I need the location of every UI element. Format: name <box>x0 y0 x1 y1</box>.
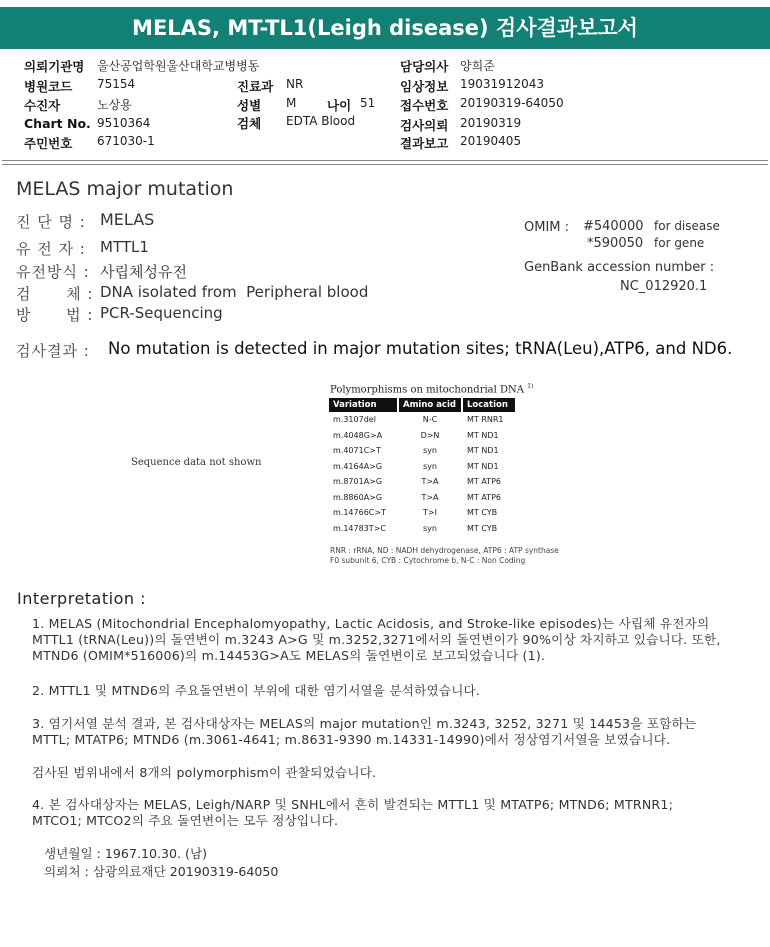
interpretation-paragraph-3: 3. 염기서열 분석 결과, 본 검사대상자는 MELAS의 major mutation인 m.3243, 3252, 3271 및 14453을 포함하는 MTTL; MTATP6; MTND6 (m.3061-4641; m.8631-9390 m.14331-14990)에서 정상염기서열을 보였습니다. <box>32 716 697 747</box>
table-row <box>329 474 515 490</box>
table-row <box>329 443 515 459</box>
specimen-field-label: 검 체 : <box>16 285 94 303</box>
chart-value: 9510364 <box>97 116 151 130</box>
divider <box>2 160 768 161</box>
request-value: 20190319 <box>460 116 522 130</box>
institution-value: 울산공업학원울산대학교병병동 <box>97 59 260 73</box>
section-title: MELAS major mutation <box>16 178 234 200</box>
omim-gene-for: for gene <box>654 236 705 250</box>
omim-disease-number: #540000 <box>583 219 644 234</box>
table-cell: syn <box>423 523 437 533</box>
age-label: 나이 <box>327 98 352 113</box>
column-header: Variation <box>329 398 397 412</box>
doctor-value: 양희준 <box>460 59 495 73</box>
column-header: Location <box>463 398 515 412</box>
table-cell: N-C <box>422 415 438 425</box>
birth-date: 생년월일 : 1967.10.30. (남) <box>44 846 208 861</box>
interpretation-heading: Interpretation : <box>17 589 146 608</box>
sex-label: 성별 <box>237 98 262 113</box>
divider <box>2 164 768 165</box>
institution-label: 의뢰기관명 <box>24 59 85 74</box>
table-cell: T>A <box>421 492 439 502</box>
id-label: 주민번호 <box>24 136 73 151</box>
table-cell: m.8860A>G <box>333 492 383 502</box>
table-cell: m.8701A>G <box>333 477 383 487</box>
interpretation-paragraph-4: 4. 본 검사대상자는 MELAS, Leigh/NARP 및 SNHL에서 흔히 발견되는 MTTL1 및 MTATP6; MTND6; MTRNR1; MTCO1; MTCO2의 주요 돌연변이는 모두 정상입니다. <box>32 797 674 828</box>
patient-label: 수진자 <box>24 98 61 113</box>
genbank-value: NC_012920.1 <box>620 279 708 294</box>
polymorphism-table <box>327 398 517 536</box>
polymorphism-note: RNR : rRNA, ND : NADH dehydrogenase, ATP6 : ATP synthase F0 subunit 6, CYB : Cytochrome b, N-C : Non Coding <box>330 546 559 565</box>
table-row <box>329 505 515 521</box>
interpretation-paragraph-1: 1. MELAS (Mitochondrial Encephalomyopathy, Lactic Acidosis, and Stroke-like episodes)는 사립체 유전자의 MTTL1 (tRNA(Leu))의 돌연변이 m.3243 A>G 및 m.3252,3271에서의 돌연변이가 90%이상 차지하고 있습니다. 또한, MTND6 (OMIM*516006)의 m.14453G>A도 MELAS의 돌연변이로 보고되었습니다 (1). <box>32 616 721 663</box>
omim-label: OMIM : <box>524 220 570 235</box>
diagnosis-value: MELAS <box>100 210 155 229</box>
table-cell: T>I <box>423 508 437 518</box>
omim-gene-number: *590050 <box>587 236 644 251</box>
id-value: 671030-1 <box>97 134 155 148</box>
report-header <box>0 54 770 152</box>
table-row <box>329 459 515 475</box>
table-row <box>329 428 515 444</box>
table-cell: m.14783T>C <box>333 523 386 533</box>
table-row <box>329 412 515 428</box>
table-cell: m.4071C>T <box>333 446 381 456</box>
age-value: 51 <box>360 96 376 110</box>
doctor-label: 담당의사 <box>400 59 449 74</box>
gene-label: 유 전 자 : <box>16 240 86 258</box>
diagnosis-label: 진 단 명 : <box>16 213 86 231</box>
specimen-value: EDTA Blood <box>286 114 356 128</box>
hospital-code-value: 75154 <box>97 77 136 91</box>
receipt-value: 20190319-64050 <box>460 96 564 110</box>
table-cell: MT ATP6 <box>467 477 501 487</box>
interpretation-paragraph-2: 2. MTTL1 및 MTND6의 주요돌연변이 부위에 대한 염기서열을 분석하였습니다. <box>32 683 481 698</box>
report-title: MELAS, MT-TL1(Leigh disease) 검사결과보고서 <box>0 7 770 49</box>
table-cell: MT CYB <box>467 508 498 518</box>
table-cell: m.14766C>T <box>333 508 386 518</box>
specimen-label: 검체 <box>237 116 262 131</box>
referral: 의뢰처 : 삼광의료재단 20190319-64050 <box>44 864 279 879</box>
hospital-code-label: 병원코드 <box>24 79 73 94</box>
method-label: 방 법 : <box>16 306 94 324</box>
specimen-field-value: DNA isolated from Peripheral blood <box>100 283 369 301</box>
report-date-value: 20190405 <box>460 134 522 148</box>
table-cell: syn <box>423 446 437 456</box>
request-label: 검사의뢰 <box>400 118 449 133</box>
table-cell: MT RNR1 <box>467 415 504 425</box>
table-cell: m.4048G>A <box>333 430 383 440</box>
dept-value: NR <box>286 77 304 91</box>
sequence-note: Sequence data not shown <box>131 457 262 468</box>
report-date-label: 결과보고 <box>400 136 449 151</box>
inheritance-label: 유전방식 : <box>16 263 90 281</box>
table-cell: MT ND1 <box>467 461 499 471</box>
receipt-label: 접수번호 <box>400 98 449 113</box>
dept-label: 진료과 <box>237 79 274 94</box>
table-row <box>329 521 515 537</box>
polymorphism-title: Polymorphisms on mitochondrial DNA $^{1)}$ <box>330 383 534 396</box>
gene-value: MTTL1 <box>100 238 149 256</box>
method-value: PCR-Sequencing <box>100 304 223 322</box>
table-cell: T>A <box>421 477 439 487</box>
table-row <box>329 490 515 506</box>
clinical-value: 19031912043 <box>460 77 544 91</box>
result-text: No mutation is detected in major mutation sites; tRNA(Leu),ATP6, and ND6. <box>108 339 733 358</box>
table-cell: MT ND1 <box>467 446 499 456</box>
table-cell: MT ATP6 <box>467 492 501 502</box>
omim-disease-for: for disease <box>654 219 720 233</box>
interpretation-paragraph-3b: 검사된 범위내에서 8개의 polymorphism이 관찰되었습니다. <box>32 765 377 780</box>
table-cell: m.3107del <box>333 415 376 425</box>
clinical-label: 임상정보 <box>400 79 449 94</box>
genbank-label: GenBank accession number : <box>524 260 715 275</box>
table-cell: MT ND1 <box>467 430 499 440</box>
inheritance-value: 사립체성유전 <box>100 263 187 281</box>
result-label: 검사결과 : <box>16 342 90 360</box>
column-header: Amino acid <box>399 398 461 412</box>
chart-label: Chart No. <box>24 116 91 131</box>
table-cell: D>N <box>420 430 440 440</box>
table-cell: m.4164A>G <box>333 461 383 471</box>
patient-value: 노상용 <box>97 98 132 112</box>
table-cell: syn <box>423 461 437 471</box>
sex-value: M <box>286 96 297 110</box>
table-cell: MT CYB <box>467 523 498 533</box>
